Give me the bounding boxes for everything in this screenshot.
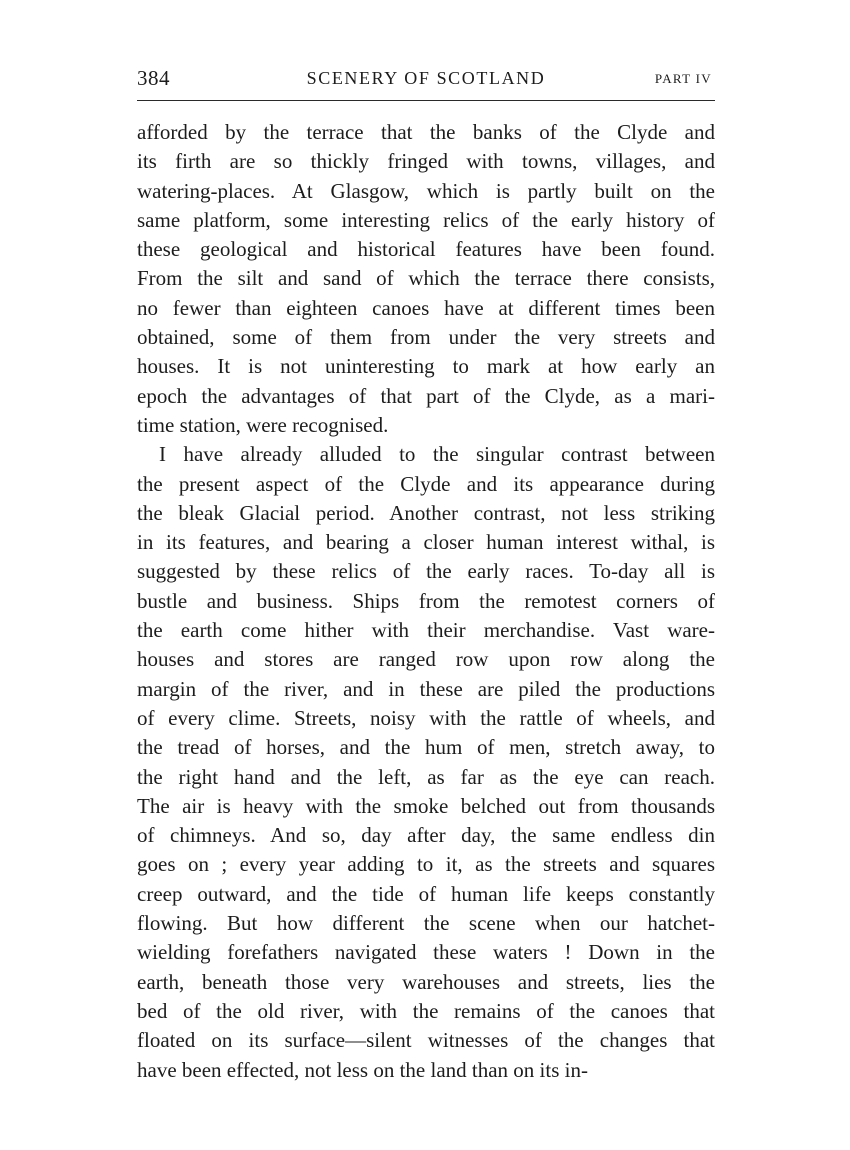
part-label: PART IV: [654, 71, 712, 86]
text-line: have been effected, not less on the land than on its in-: [137, 1057, 588, 1082]
running-header: [137, 66, 715, 90]
text-line: time station, were recognised.: [137, 412, 389, 437]
text-line: epoch the advantages of that part of the Clyde, as a mari-: [137, 383, 715, 408]
text-line: the bleak Glacial period. Another contrast, not less striking: [137, 500, 715, 525]
text-line: of every clime. Streets, noisy with the rattle of wheels, and: [137, 705, 715, 730]
text-line: flowing. But how different the scene when our hatchet-: [137, 911, 715, 936]
text-line: obtained, some of them from under the very streets and: [137, 325, 715, 350]
text-line: bed of the old river, with the remains of the canoes that: [137, 998, 715, 1023]
text-line: goes on ; every year adding to it, as the streets and squares: [137, 852, 715, 877]
text-line: these geological and historical features have been found.: [137, 237, 715, 262]
text-line: the tread of horses, and the hum of men, stretch away, to: [137, 735, 715, 760]
text-line: bustle and business. Ships from the remotest corners of: [137, 588, 715, 613]
text-line: I have already alluded to the singular contrast between: [159, 442, 715, 467]
page-number: 384: [137, 66, 170, 90]
text-line: wielding forefathers navigated these waters ! Down in the: [137, 940, 715, 965]
text-line: houses. It is not uninteresting to mark at how early an: [137, 354, 715, 379]
text-line: no fewer than eighteen canoes have at different times been: [137, 295, 715, 320]
text-line: margin of the river, and in these are piled the productions: [137, 676, 715, 701]
text-line: same platform, some interesting relics of the early history of: [137, 207, 715, 232]
header-rule: [137, 100, 715, 101]
text-line: the earth come hither with their merchandise. Vast ware-: [137, 618, 715, 643]
text-line: floated on its surface—silent witnesses of the changes that: [137, 1028, 715, 1053]
text-line: earth, beneath those very warehouses and streets, lies the: [137, 969, 715, 994]
text-line: the present aspect of the Clyde and its appearance during: [137, 471, 715, 496]
paragraph: [137, 118, 715, 440]
text-line: From the silt and sand of which the terrace there consists,: [137, 266, 715, 291]
body-text: [137, 118, 715, 1085]
text-line: its firth are so thickly fringed with towns, villages, and: [137, 149, 715, 174]
text-line: houses and stores are ranged row upon row along the: [137, 647, 715, 672]
text-line: suggested by these relics of the early races. To-day all is: [137, 559, 715, 584]
text-line: of chimneys. And so, day after day, the same endless din: [137, 823, 715, 848]
text-line: creep outward, and the tide of human life keeps constantly: [137, 881, 715, 906]
text-line: the right hand and the left, as far as the eye can reach.: [137, 764, 715, 789]
paragraph: [137, 440, 715, 1085]
text-line: in its features, and bearing a closer human interest withal, is: [137, 530, 715, 555]
text-line: The air is heavy with the smoke belched out from thousands: [137, 793, 715, 818]
running-title: SCENERY OF SCOTLAND: [306, 68, 546, 88]
text-line: afforded by the terrace that the banks of the Clyde and: [137, 120, 715, 144]
text-line: watering-places. At Glasgow, which is partly built on the: [137, 178, 715, 203]
